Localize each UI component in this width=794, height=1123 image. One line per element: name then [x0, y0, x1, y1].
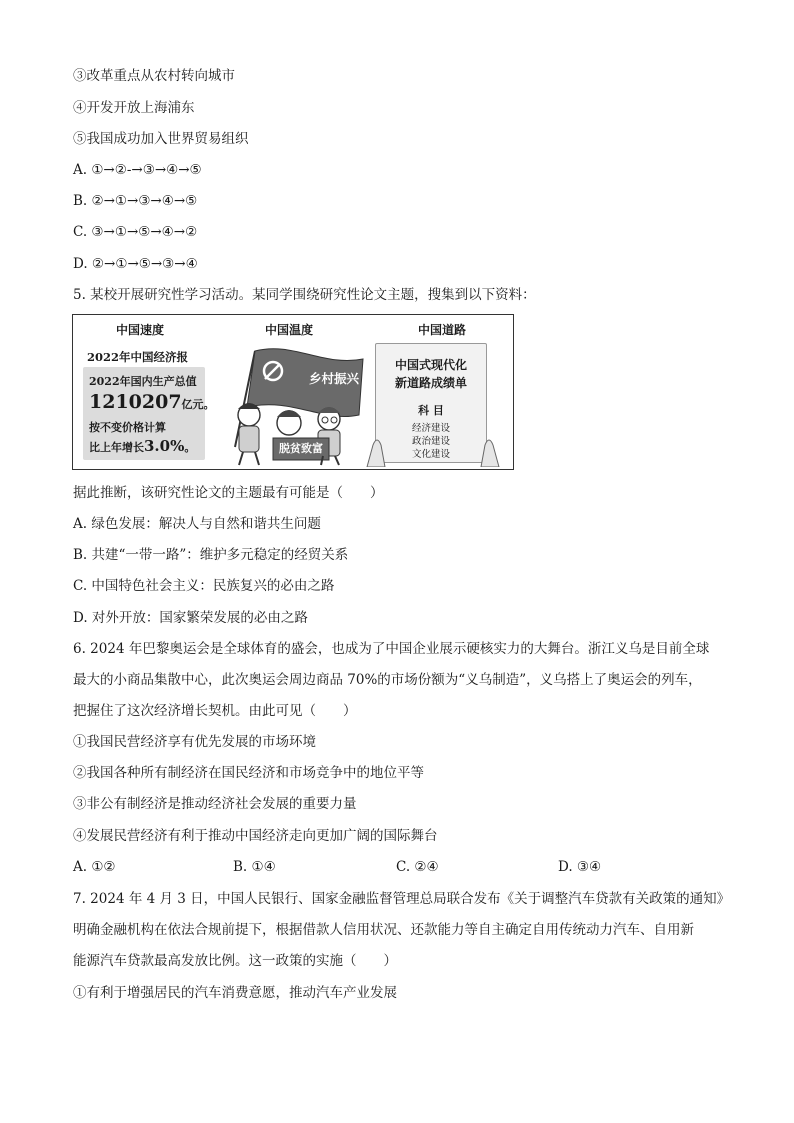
card-subject: 科 目 — [418, 404, 444, 417]
growth-line — [89, 437, 195, 455]
q4-option-b: B. ②→①→③→④→⑤ — [73, 193, 198, 209]
flag-text: 乡村振兴 — [309, 371, 360, 386]
sign-text: 脱贫致富 — [279, 442, 323, 455]
growth-value: 3.0% — [144, 437, 185, 455]
q6-option-c: C. ②④ — [396, 859, 439, 875]
panel1-data-box — [83, 367, 215, 460]
q7-stem-line-2: 明确金融机构在依法合规前提下，根据借款人信用状况、还款能力等自主确定自用传统动力汽车、自用新 — [73, 922, 694, 938]
q7-stem-line-3: 能源汽车贷款最高发放比例。这一政策的实施（ ） — [73, 953, 397, 969]
q5-option-d: D. 对外开放：国家繁荣发展的必由之路 — [73, 610, 308, 626]
panel3-title: 中国道路 — [418, 323, 467, 337]
q6-item-1: ①我国民营经济享有优先发展的市场环境 — [73, 734, 316, 750]
q6-stem-line-1: 6. 2024 年巴黎奥运会是全球体育的盛会，也成为了中国企业展示硬核实力的大舞台。浙江义乌是目前全球 — [73, 641, 710, 657]
q6-item-2: ②我国各种所有制经济在国民经济和市场竞争中的地位平等 — [73, 765, 424, 781]
gdp-value: 1210207 — [89, 391, 182, 413]
card-item-1: 经济建设 — [411, 423, 450, 434]
panel1-title: 中国速度 — [116, 323, 165, 337]
panel1-subtitle: 2022年中国经济报 — [87, 350, 189, 364]
q5-option-b: B. 共建“一带一路”：维护多元稳定的经贸关系 — [73, 547, 349, 563]
q4-option-d: D. ②→①→⑤→③→④ — [73, 256, 198, 272]
gdp-label: 2022年国内生产总值 — [89, 375, 197, 388]
gdp-value-line — [89, 391, 215, 413]
q7-item-1: ①有利于增强居民的汽车消费意愿，推动汽车产业发展 — [73, 985, 397, 1001]
q6-option-a: A. ①② — [73, 859, 116, 875]
q4-item-4: ④开发开放上海浦东 — [73, 100, 195, 116]
card-line-1: 中国式现代化 — [394, 358, 467, 372]
panel2-title: 中国温度 — [265, 323, 314, 337]
card-item-3: 文化建设 — [411, 449, 450, 460]
q5-stem: 5. 某校开展研究性学习活动。某同学围绕研究性论文主题，搜集到以下资料： — [73, 287, 536, 303]
q5-option-a: A. 绿色发展：解决人与自然和谐共生问题 — [73, 516, 321, 532]
q5-option-c: C. 中国特色社会主义：民族复兴的必由之路 — [73, 578, 335, 594]
q6-item-4: ④发展民营经济有利于推动中国经济走向更加广阔的国际舞台 — [73, 828, 438, 844]
q6-stem-line-3: 把握住了这次经济增长契机。由此可见（ ） — [73, 703, 357, 719]
card-item-2: 政治建设 — [411, 436, 450, 447]
q6-option-d: D. ③④ — [558, 859, 602, 875]
q6-option-b: B. ①④ — [233, 859, 276, 875]
q5-figure — [72, 314, 514, 470]
growth-suffix: 。 — [184, 441, 196, 454]
q5-question: 据此推断，该研究性论文的主题最有可能是（ ） — [73, 485, 384, 501]
hands-icon — [363, 415, 503, 467]
q4-item-3: ③改革重点从农村转向城市 — [73, 68, 235, 84]
q4-option-a: A. ①→②-→③→④→⑤ — [73, 162, 202, 178]
q6-item-3: ③非公有制经济是推动经济社会发展的重要力量 — [73, 796, 357, 812]
q6-options — [73, 858, 733, 876]
q6-stem-line-2: 最大的小商品集散中心，此次奥运会周边商品 70%的市场份额为“义乌制造”，义乌搭上了奥运会的列车， — [73, 672, 702, 688]
card-line-2: 新道路成绩单 — [394, 376, 467, 390]
q4-option-c: C. ③→①→⑤→④→② — [73, 224, 198, 240]
growth-prefix: 比上年增长 — [89, 441, 144, 454]
gdp-unit: 亿元。 — [181, 398, 215, 411]
q7-stem-line-1: 7. 2024 年 4 月 3 日，中国人民银行、国家金融监督管理总局联合发布《关于调整汽车贷款有关政策的通知》 — [73, 891, 731, 907]
price-basis: 按不变价格计算 — [89, 421, 166, 434]
q4-item-5: ⑤我国成功加入世界贸易组织 — [73, 131, 249, 147]
